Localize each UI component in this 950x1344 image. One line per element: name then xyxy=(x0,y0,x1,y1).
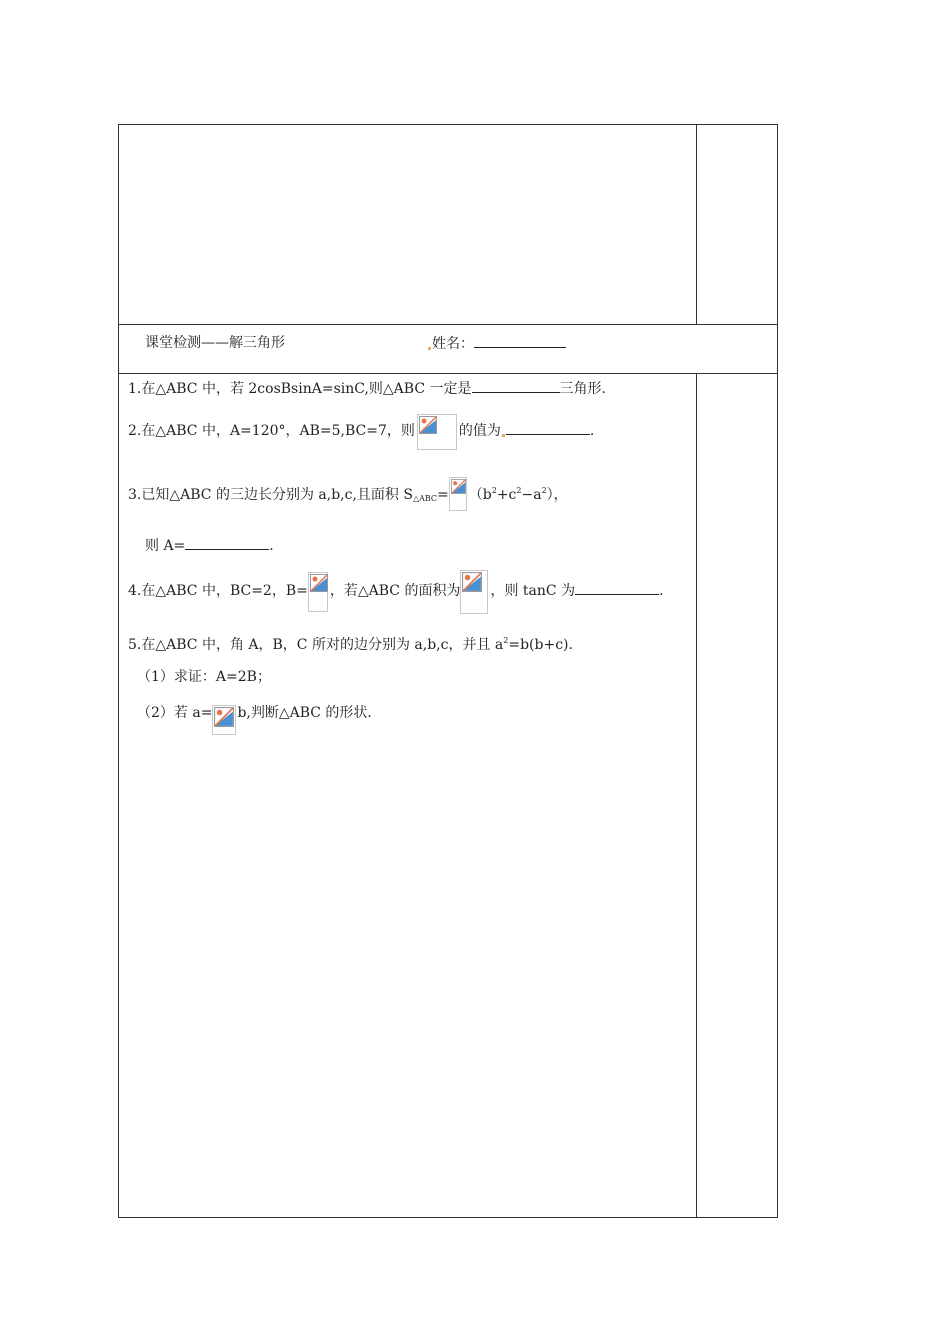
question-2-blank[interactable] xyxy=(506,420,590,435)
question-5-suffix: =b(b+c). xyxy=(508,637,573,653)
question-5 xyxy=(128,631,573,655)
question-2-suffix: . xyxy=(589,423,595,439)
question-3-text: 3.已知△ABC 的三边长分别为 a,b,c,且面积 S xyxy=(128,487,413,503)
question-1-blank[interactable] xyxy=(472,378,560,393)
broken-image-icon xyxy=(308,572,328,612)
table-inner-divider-bottom xyxy=(696,373,697,1218)
question-4-middle: ，若△ABC 的面积为 xyxy=(329,583,461,599)
formula-part: ）， xyxy=(546,487,568,503)
formula-part: （b xyxy=(468,487,492,503)
question-5-part-1-text: （1）求证：A=2B； xyxy=(137,669,271,685)
name-label: 姓名： xyxy=(432,336,474,352)
table-bottom-border xyxy=(118,1217,778,1218)
question-1 xyxy=(128,378,606,399)
exponent: 2 xyxy=(503,636,509,645)
exponent: 2 xyxy=(541,486,547,495)
question-4-text: 4.在△ABC 中，BC=2，B= xyxy=(128,583,308,599)
formula-part: −a xyxy=(521,487,542,503)
question-2-middle: 的值为 xyxy=(458,423,501,439)
question-2-text: 2.在△ABC 中，A=120°，AB=5,BC=7，则 xyxy=(128,423,415,439)
question-3-blank[interactable] xyxy=(185,535,269,550)
question-4-suffix: . xyxy=(659,583,664,599)
broken-image-icon xyxy=(460,570,488,614)
question-3-answer-text: 则 A= xyxy=(145,538,186,554)
question-5-part-2-suffix: b,判断△ABC 的形状. xyxy=(237,705,372,721)
table-inner-divider-top xyxy=(696,124,697,324)
table-row-divider-1 xyxy=(118,324,778,325)
table-row-divider-2 xyxy=(118,373,778,374)
question-1-text: 1.在△ABC 中，若 2cosBsinA=sinC,则△ABC 一定是 xyxy=(128,381,472,397)
page-title: 课堂检测——解三角形 xyxy=(145,335,285,351)
name-field xyxy=(427,333,566,354)
marker-dot xyxy=(502,434,505,437)
area-subscript: △ABC xyxy=(412,494,438,503)
question-5-part-1 xyxy=(137,667,271,687)
name-blank[interactable] xyxy=(474,333,566,348)
question-2 xyxy=(128,420,594,450)
question-5-text: 5.在△ABC 中，角 A，B，C 所对的边分别为 a,b,c，并且 a xyxy=(128,637,504,653)
equals-sign: = xyxy=(437,487,449,503)
question-3-answer-suffix: . xyxy=(269,538,274,554)
broken-image-icon xyxy=(417,414,457,450)
table-right-border xyxy=(777,124,778,1218)
broken-image-icon xyxy=(212,705,236,735)
table-top-border xyxy=(118,124,778,125)
question-4-middle2: ，则 tanC 为 xyxy=(490,583,576,599)
question-3 xyxy=(128,481,568,511)
question-4-blank[interactable] xyxy=(575,580,659,595)
question-5-part-2 xyxy=(137,703,372,735)
formula-part: +c xyxy=(496,487,517,503)
table-left-border xyxy=(118,124,119,1218)
marker-dot xyxy=(428,347,431,350)
question-1-suffix: 三角形. xyxy=(559,381,606,397)
header-row xyxy=(145,333,285,353)
exponent: 2 xyxy=(516,486,522,495)
question-3-answer xyxy=(145,535,274,556)
broken-image-icon xyxy=(449,477,467,511)
exponent: 2 xyxy=(491,486,497,495)
question-4 xyxy=(128,580,664,614)
question-5-part-2-text: （2）若 a= xyxy=(137,705,213,721)
